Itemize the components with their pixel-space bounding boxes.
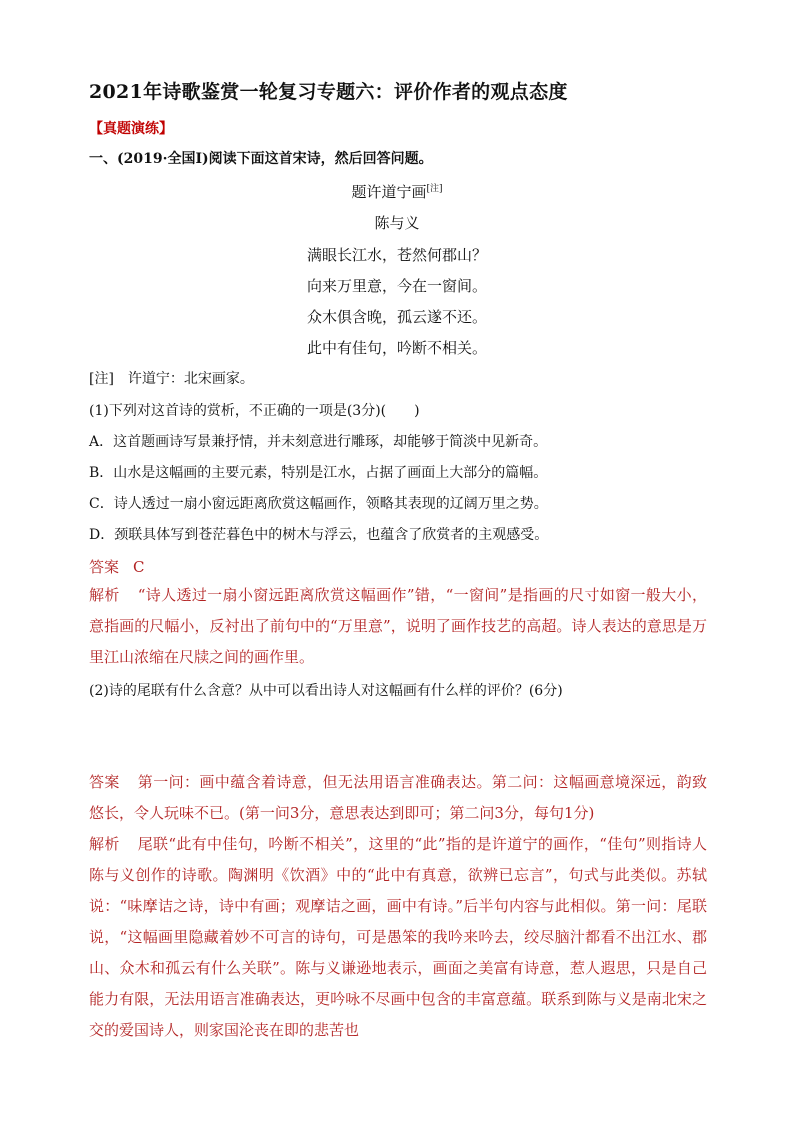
poem-title-text: 题许道宁画 — [351, 183, 427, 201]
poem-line: 众木俱含晚，孤云遂不还。 — [306, 308, 487, 326]
answer-label: 答案 — [89, 558, 120, 576]
poem-line: 此中有佳句，吟断不相关。 — [306, 339, 487, 357]
question1-analysis — [89, 580, 707, 673]
question2-answer — [89, 767, 707, 829]
poem-author: 陈与义 — [374, 214, 420, 232]
question-intro: 一、(2019·全国Ⅰ)阅读下面这首宋诗，然后回答问题。 — [89, 151, 433, 167]
poem-title — [0, 181, 794, 202]
question1-answer — [89, 556, 145, 577]
analysis-label: 解析 — [89, 586, 120, 604]
poem-line: 向来万里意，今在一窗间。 — [306, 277, 487, 295]
question1-option-c: C．诗人透过一扇小窗远距离欣赏这幅画作，领略其表现的辽阔万里之势。 — [89, 496, 548, 512]
analysis-label: 解析 — [89, 835, 120, 853]
section-tag: 【真题演练】 — [89, 121, 173, 137]
question1-stem: (1)下列对这首诗的赏析，不正确的一项是(3分)( ) — [89, 403, 420, 419]
answer-label: 答案 — [89, 773, 120, 791]
question2-stem: (2)诗的尾联有什么含意？从中可以看出诗人对这幅画有什么样的评价？(6分) — [89, 683, 563, 699]
analysis-text: 尾联“此有中佳句，吟断不相关”，这里的“此”指的是许道宁的画作，“佳句”则指诗人陈与义创作的诗歌。陶渊明《饮酒》中的“此中有真意，欲辨已忘言”，句式与此类似。苏轼说：“味摩诘之诗，诗中有画；观摩诘之画，画中有诗。”后半句内容与此相似。第一问：尾联说，“这幅画里隐藏着妙不可言的诗句，可是愚笨的我吟来吟去，绞尽脑汁都看不出江水、郡山、众木和孤云有什么关联”。陈与义谦逊地表示，画面之美富有诗意，惹人遐思，只是自己能力有限，无法用语言准确表达，更吟咏不尽画中包含的丰富意蕴。联系到陈与义是南北宋之交的爱国诗人，则家国沦丧在即的悲苦也 — [89, 835, 707, 1039]
answer-text: 第一问：画中蕴含着诗意，但无法用语言准确表达。第二问：这幅画意境深远，韵致悠长，令人玩味不已。(第一问3分，意思表达到即可；第二问3分，每句1分) — [89, 773, 707, 822]
answer-value: C — [133, 558, 145, 576]
question1-option-b: B．山水是这幅画的主要元素，特别是江水，占据了画面上大部分的篇幅。 — [89, 465, 548, 481]
question1-option-d: D．颈联具体写到苍茫暮色中的树木与浮云，也蕴含了欣赏者的主观感受。 — [89, 527, 549, 543]
poem-title-note-mark: [注] — [426, 184, 443, 194]
page-title: 2021年诗歌鉴赏一轮复习专题六：评价作者的观点态度 — [89, 81, 568, 103]
question1-option-a: A．这首题画诗写景兼抒情，并未刻意进行雕琢，却能够于简淡中见新奇。 — [89, 434, 548, 450]
analysis-text: “诗人透过一扇小窗远距离欣赏这幅画作”错，“一窗间”是指画的尺寸如窗一般大小，意指画的尺幅小，反衬出了前句中的“万里意”，说明了画作技艺的高超。诗人表达的意思是万里江山浓缩在尺牍之间的画作里。 — [89, 586, 707, 666]
poem-line: 满眼长江水，苍然何郡山？ — [306, 246, 487, 264]
poem-footnote: [注] 许道宁：北宋画家。 — [89, 371, 254, 387]
question2-analysis — [89, 829, 707, 1046]
